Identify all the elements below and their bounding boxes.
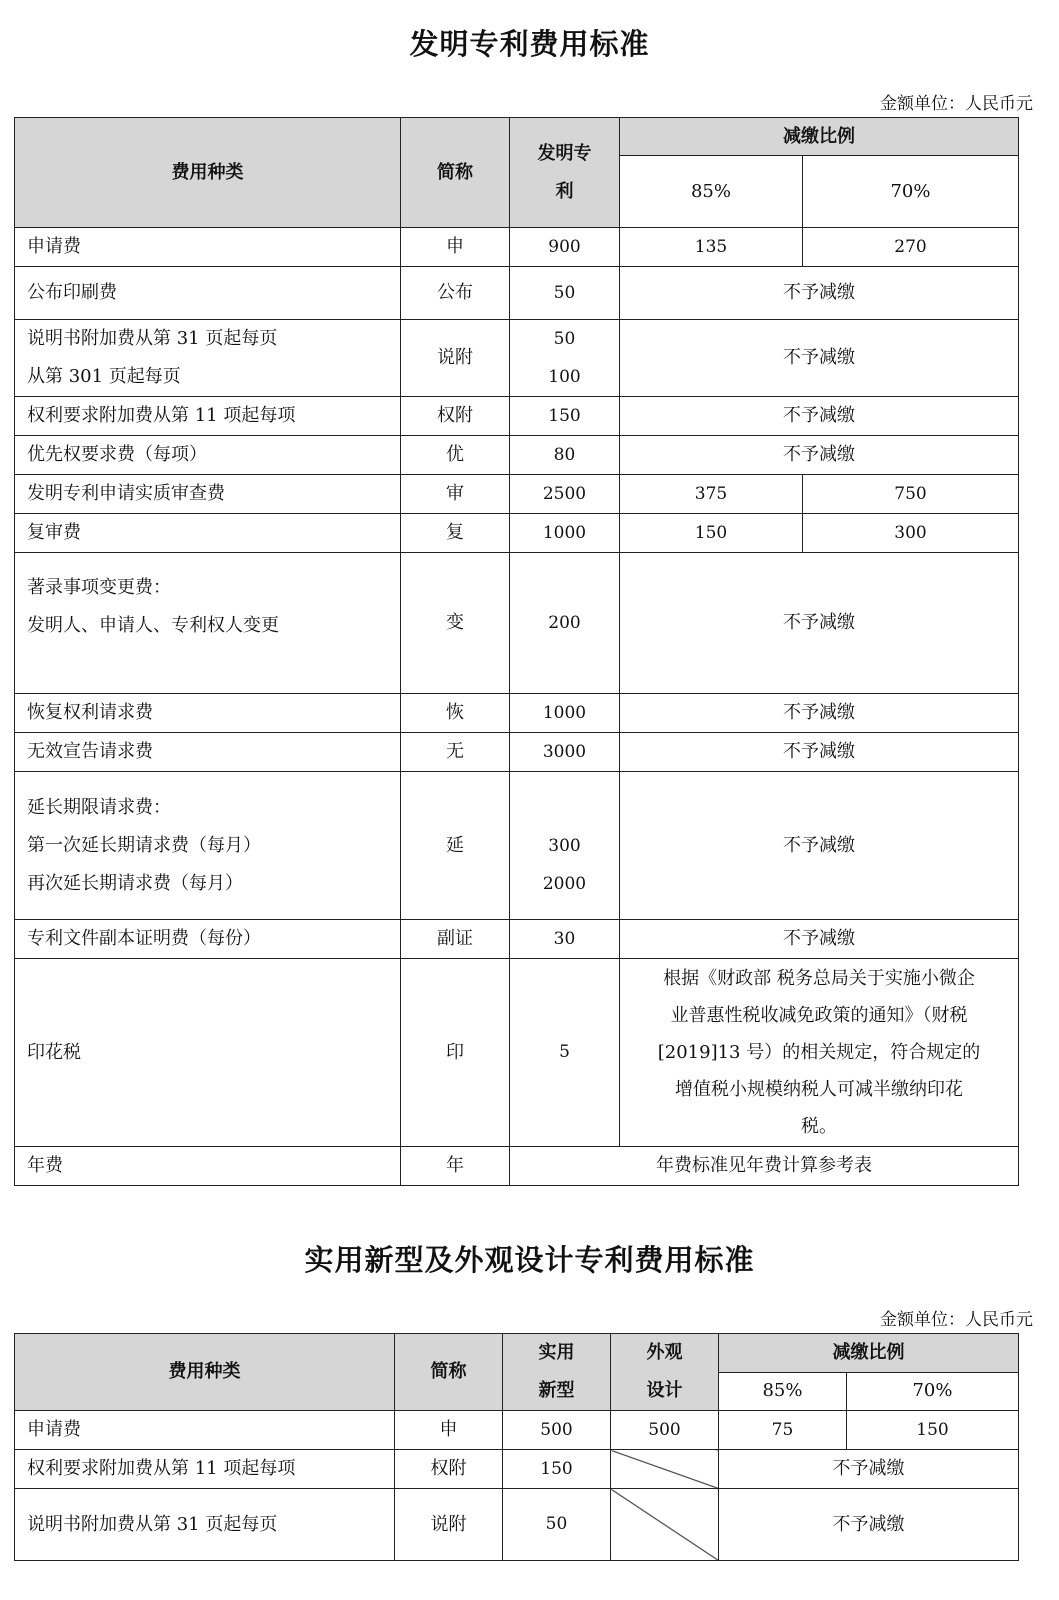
fee-abbr: 变 — [401, 553, 510, 694]
fee-amount: 1000 — [510, 694, 620, 733]
fee-amount: 80 — [510, 436, 620, 475]
not-applicable-cell — [611, 1450, 719, 1489]
table-row — [15, 553, 1019, 694]
fee-name: 恢复权利请求费 — [15, 694, 401, 733]
header-utility-line2: 新型 — [538, 1380, 575, 1401]
table-row — [15, 733, 1019, 772]
header-pct70: 70% — [803, 156, 1019, 228]
fee-amount: 2500 — [510, 475, 620, 514]
fee-abbr: 说附 — [401, 320, 510, 397]
table-row — [15, 694, 1019, 733]
fee-name: 复审费 — [15, 514, 401, 553]
reduced-70: 150 — [847, 1411, 1019, 1450]
header-abbr: 简称 — [395, 1334, 503, 1411]
no-reduction: 不予减缴 — [620, 553, 1019, 694]
header-fee-type: 费用种类 — [15, 1334, 395, 1411]
note-line5: 税。 — [801, 1116, 837, 1137]
table-row — [15, 320, 1019, 397]
fee-amount: 5 — [510, 959, 620, 1147]
fee-name-line1: 延长期限请求费： — [27, 796, 171, 818]
no-reduction: 不予减缴 — [620, 920, 1019, 959]
invention-title: 发明专利费用标准 — [409, 27, 650, 61]
table-row — [15, 1147, 1019, 1186]
fee-amount-line2: 100 — [548, 367, 581, 387]
fee-abbr: 复 — [401, 514, 510, 553]
header-abbr: 简称 — [401, 118, 510, 228]
table-row — [15, 772, 1019, 920]
reduced-85: 150 — [620, 514, 803, 553]
table-row — [15, 514, 1019, 553]
header-design — [611, 1334, 719, 1411]
fee-name-line1: 说明书附加费从第 31 页起每页 — [27, 328, 278, 349]
design-amount: 500 — [611, 1411, 719, 1450]
table-row — [15, 475, 1019, 514]
table-row — [15, 920, 1019, 959]
fee-name — [15, 320, 401, 397]
header-design-line1: 外观 — [646, 1342, 683, 1363]
fee-name: 优先权要求费（每项） — [15, 436, 401, 475]
table-row — [15, 1450, 1019, 1489]
fee-name: 说明书附加费从第 31 页起每页 — [15, 1489, 395, 1561]
fee-abbr: 说附 — [395, 1489, 503, 1561]
fee-amount-line1: 300 — [548, 835, 581, 856]
reduced-85: 375 — [620, 475, 803, 514]
fee-abbr: 无 — [401, 733, 510, 772]
fee-name: 印花税 — [15, 959, 401, 1147]
fee-name: 公布印刷费 — [15, 267, 401, 320]
table-row — [15, 959, 1019, 1147]
header-patent-line2: 利 — [555, 180, 574, 202]
no-reduction: 不予减缴 — [620, 397, 1019, 436]
no-reduction: 不予减缴 — [620, 436, 1019, 475]
fee-amount: 150 — [510, 397, 620, 436]
utility-unit-label: 金额单位：人民币元 — [880, 1310, 1033, 1330]
fee-name: 申请费 — [15, 228, 401, 267]
fee-name: 发明专利申请实质审查费 — [15, 475, 401, 514]
table-row — [15, 1411, 1019, 1450]
fee-abbr: 延 — [401, 772, 510, 920]
header-design-line2: 设计 — [646, 1380, 683, 1401]
fee-abbr: 申 — [401, 228, 510, 267]
fee-amount: 3000 — [510, 733, 620, 772]
annual-fee-note: 年费标准见年费计算参考表 — [510, 1147, 1019, 1186]
table-row — [15, 397, 1019, 436]
fee-amount: 30 — [510, 920, 620, 959]
header-reduction: 减缴比例 — [620, 118, 1019, 156]
no-reduction: 不予减缴 — [620, 267, 1019, 320]
note-line3: [2019]13 号）的相关规定，符合规定的 — [657, 1042, 981, 1063]
utility-amount: 50 — [503, 1489, 611, 1561]
fee-amount: 200 — [510, 553, 620, 694]
reduced-70: 300 — [803, 514, 1019, 553]
header-pct85: 85% — [620, 156, 803, 228]
note-line1: 根据《财政部 税务总局关于实施小微企 — [663, 968, 975, 989]
header-utility-line1: 实用 — [538, 1342, 575, 1363]
fee-abbr: 权附 — [401, 397, 510, 436]
fee-name: 无效宣告请求费 — [15, 733, 401, 772]
fee-abbr: 权附 — [395, 1450, 503, 1489]
header-fee-type: 费用种类 — [15, 118, 401, 228]
fee-name-line2: 从第 301 页起每页 — [27, 366, 181, 387]
header-pct85: 85% — [719, 1372, 847, 1411]
fee-name-line1: 著录事项变更费： — [27, 577, 171, 598]
reduced-70: 750 — [803, 475, 1019, 514]
no-reduction: 不予减缴 — [719, 1489, 1019, 1561]
table-row — [15, 436, 1019, 475]
fee-name: 年费 — [15, 1147, 401, 1186]
invention-fee-table — [14, 117, 1019, 1186]
no-reduction: 不予减缴 — [620, 733, 1019, 772]
no-reduction: 不予减缴 — [620, 772, 1019, 920]
fee-amount: 900 — [510, 228, 620, 267]
note-line4: 增值税小规模纳税人可减半缴纳印花 — [675, 1079, 963, 1100]
fee-amount — [510, 772, 620, 920]
fee-abbr: 恢 — [401, 694, 510, 733]
header-invention-patent — [510, 118, 620, 228]
fee-name: 专利文件副本证明费（每份） — [15, 920, 401, 959]
reduced-70: 270 — [803, 228, 1019, 267]
note-line2: 业普惠性税收减免政策的通知》（财税 — [670, 1005, 968, 1026]
fee-abbr: 印 — [401, 959, 510, 1147]
fee-name-line2: 发明人、申请人、专利权人变更 — [27, 615, 279, 636]
utility-amount: 500 — [503, 1411, 611, 1450]
table-row — [15, 228, 1019, 267]
fee-abbr: 申 — [395, 1411, 503, 1450]
header-patent-line1: 发明专 — [537, 142, 592, 164]
table-row — [15, 1489, 1019, 1561]
no-reduction: 不予减缴 — [620, 694, 1019, 733]
stamp-tax-note — [620, 959, 1019, 1147]
fee-amount — [510, 320, 620, 397]
fee-abbr: 副证 — [401, 920, 510, 959]
fee-abbr: 优 — [401, 436, 510, 475]
header-pct70: 70% — [847, 1372, 1019, 1411]
fee-name: 权利要求附加费从第 11 项起每项 — [15, 1450, 395, 1489]
utility-title: 实用新型及外观设计专利费用标准 — [304, 1243, 755, 1277]
no-reduction: 不予减缴 — [719, 1450, 1019, 1489]
fee-name: 权利要求附加费从第 11 项起每项 — [15, 397, 401, 436]
fee-name — [15, 553, 401, 694]
table-row — [15, 267, 1019, 320]
fee-name: 申请费 — [15, 1411, 395, 1450]
no-reduction: 不予减缴 — [620, 320, 1019, 397]
fee-abbr: 审 — [401, 475, 510, 514]
reduced-85: 75 — [719, 1411, 847, 1450]
reduced-85: 135 — [620, 228, 803, 267]
utility-amount: 150 — [503, 1450, 611, 1489]
fee-amount: 1000 — [510, 514, 620, 553]
invention-unit-label: 金额单位：人民币元 — [880, 94, 1033, 114]
not-applicable-cell — [611, 1489, 719, 1561]
fee-abbr: 公布 — [401, 267, 510, 320]
fee-abbr: 年 — [401, 1147, 510, 1186]
fee-amount: 50 — [510, 267, 620, 320]
fee-amount-line2: 2000 — [542, 873, 587, 894]
fee-name-line2: 第一次延长期请求费（每月） — [27, 834, 261, 856]
fee-name-line3: 再次延长期请求费（每月） — [27, 872, 243, 894]
header-reduction: 减缴比例 — [719, 1334, 1019, 1373]
header-utility-model — [503, 1334, 611, 1411]
fee-amount-line1: 50 — [553, 329, 576, 349]
utility-fee-table — [14, 1333, 1019, 1561]
fee-name — [15, 772, 401, 920]
